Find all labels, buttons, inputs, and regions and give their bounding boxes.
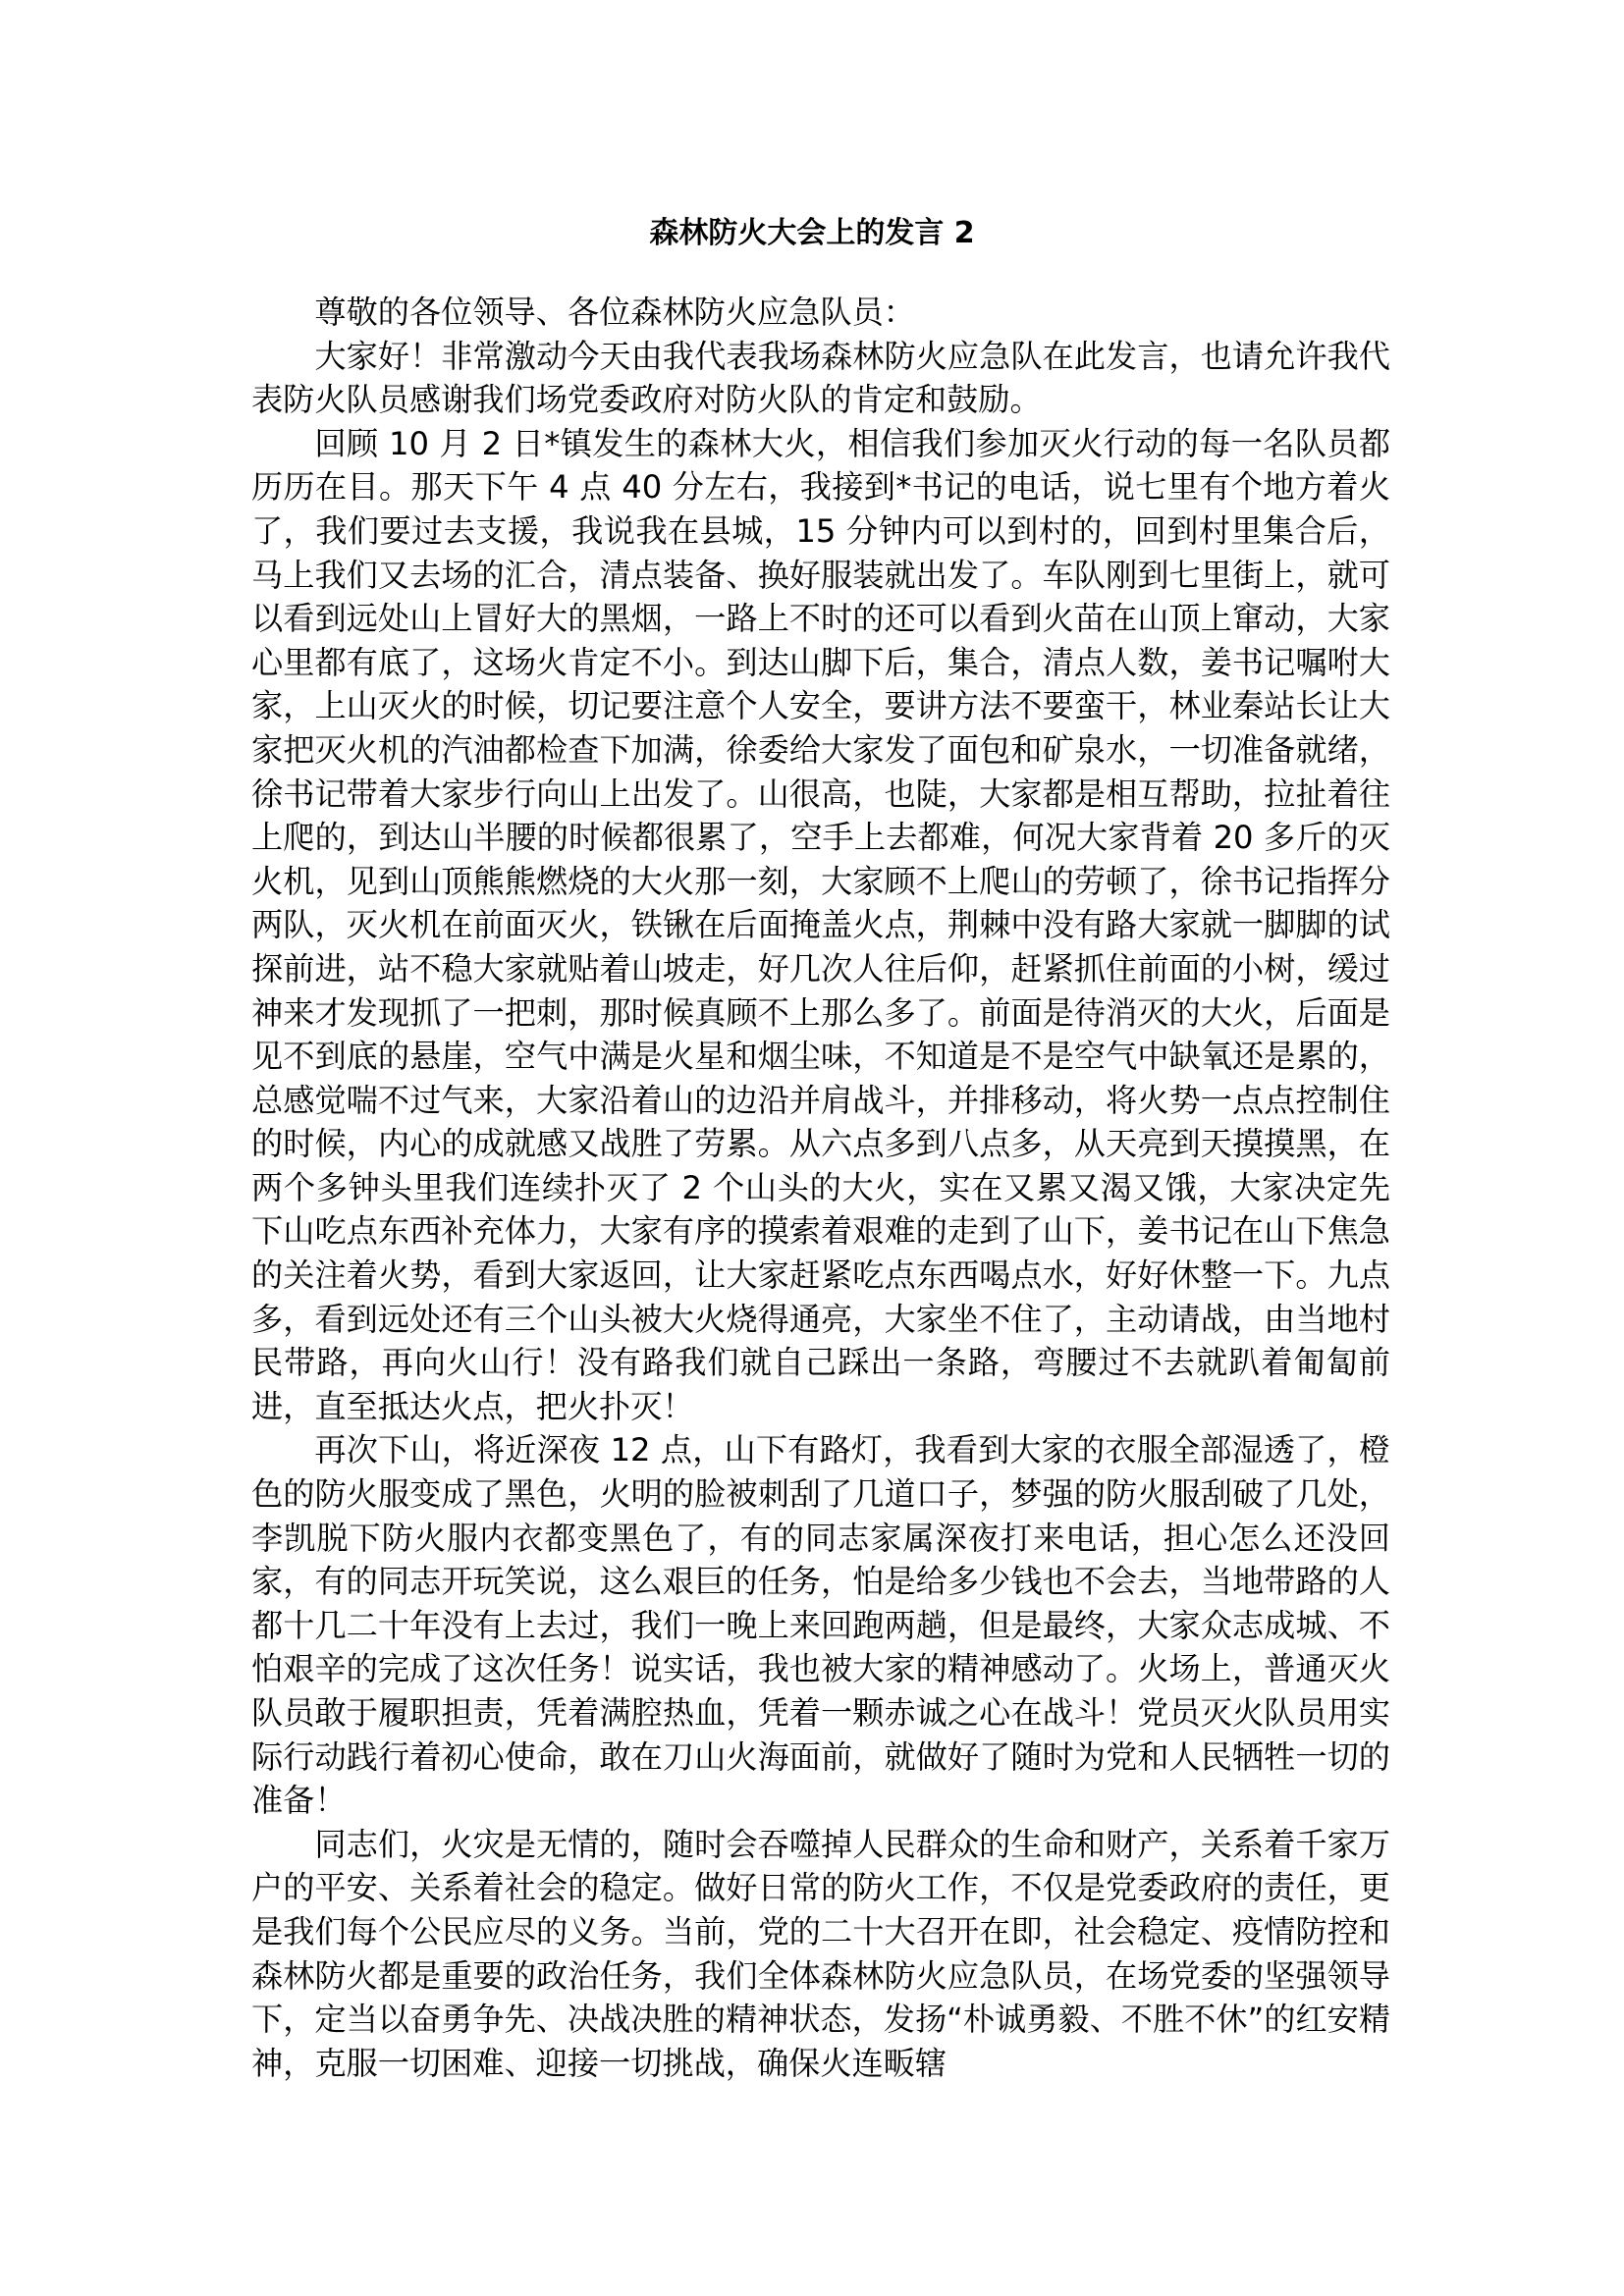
document-body xyxy=(251,291,1390,2085)
document-title: 森林防火大会上的发言 2 xyxy=(649,216,975,250)
paragraph-call-to-action: 同志们，火灾是无情的，随时会吞噬掉人民群众的生命和财产，关系着千家万户的平安、关系着社会的稳定。做好日常的防火工作，不仅是党委政府的责任，更是我们每个公民应尽的义务。当前，党的二十大召开在即，社会稳定、疫情防控和森林防火都是重要的政治任务，我们全体森林防火应急队员，在场党委的坚强领导下，定当以奋勇争先、决战决胜的精神状态，发扬“朴诚勇毅、不胜不休”的红安精神，克服一切困难、迎接一切挑战，确保火连畈辖 xyxy=(251,1825,1390,2082)
paragraph-greeting: 大家好！非常激动今天由我代表我场森林防火应急队在此发言，也请允许我代表防火队员感谢我们场党委政府对防火队的肯定和鼓励。 xyxy=(251,337,1390,419)
paragraph-descent: 再次下山，将近深夜 12 点，山下有路灯，我看到大家的衣服全部湿透了，橙色的防火服变成了黑色，火明的脸被刺刮了几道口子，梦强的防火服刮破了几处，李凯脱下防火服内衣都变黑色了，有的同志家属深夜打来电话，担心怎么还没回家，有的同志开玩笑说，这么艰巨的任务，怕是给多少钱也不会去，当地带路的人都十几二十年没有上去过，我们一晚上来回跑两趟，但是最终，大家众志成城、不怕艰辛的完成了这次任务！说实话，我也被大家的精神感动了。火场上，普通灭火队员敢于履职担责，凭着满腔热血，凭着一颗赤诚之心在战斗！党员灭火队员用实际行动践行着初心使命，敢在刀山火海面前，就做好了随时为党和人民牺牲一切的准备！ xyxy=(251,1431,1390,1820)
paragraph-salutation: 尊敬的各位领导、各位森林防火应急队员： xyxy=(314,294,915,331)
paragraph-fire-recollection: 回顾 10 月 2 日*镇发生的森林大火，相信我们参加灭火行动的每一名队员都历历在目。那天下午 4 点 40 分左右，我接到*书记的电话，说七里有个地方着火了，我们要过去支援，我说我在县城，15 分钟内可以到村的，回到村里集合后，马上我们又去场的汇合，清点装备、换好服装就出发了。车队刚到七里街上，就可以看到远处山上冒好大的黑烟，一路上不时的还可以看到火苗在山顶上窜动，大家心里都有底了，这场火肯定不小。到达山脚下后，集合，清点人数，姜书记嘱咐大家，上山灭火的时候，切记要注意个人安全，要讲方法不要蛮干，林业秦站长让大家把灭火机的汽油都检查下加满，徐委给大家发了面包和矿泉水，一切准备就绪，徐书记带着大家步行向山上出发了。山很高，也陡，大家都是相互帮助，拉扯着往上爬的，到达山半腰的时候都很累了，空手上去都难，何况大家背着 20 多斤的灭火机，见到山顶熊熊燃烧的大火那一刻，大家顾不上爬山的劳顿了，徐书记指挥分两队，灭火机在前面灭火，铁锹在后面掩盖火点，荆棘中没有路大家就一脚脚的试探前进，站不稳大家就贴着山坡走，好几次人往后仰，赶紧抓住前面的小树，缓过神来才发现抓了一把刺，那时候真顾不上那么多了。前面是待消灭的大火，后面是见不到底的悬崖，空气中满是火星和烟尘味，不知道是不是空气中缺氧还是累的，总感觉喘不过气来，大家沿着山的边沿并肩战斗，并排移动，将火势一点点控制住的时候，内心的成就感又战胜了劳累。从六点多到八点多，从天亮到天摸摸黑，在两个多钟头里我们连续扑灭了 2 个山头的大火，实在又累又渴又饿，大家决定先下山吃点东西补充体力，大家有序的摸索着艰难的走到了山下，姜书记在山下焦急的关注着火势，看到大家返回，让大家赶紧吃点东西喝点水，好好休整一下。九点多，看到远处还有三个山头被大火烧得通亮，大家坐不住了，主动请战，由当地村民带路，再向火山行！没有路我们就自己踩出一条路，弯腰过不去就趴着匍匐前进，直至抵达火点，把火扑灭！ xyxy=(251,424,1390,1425)
